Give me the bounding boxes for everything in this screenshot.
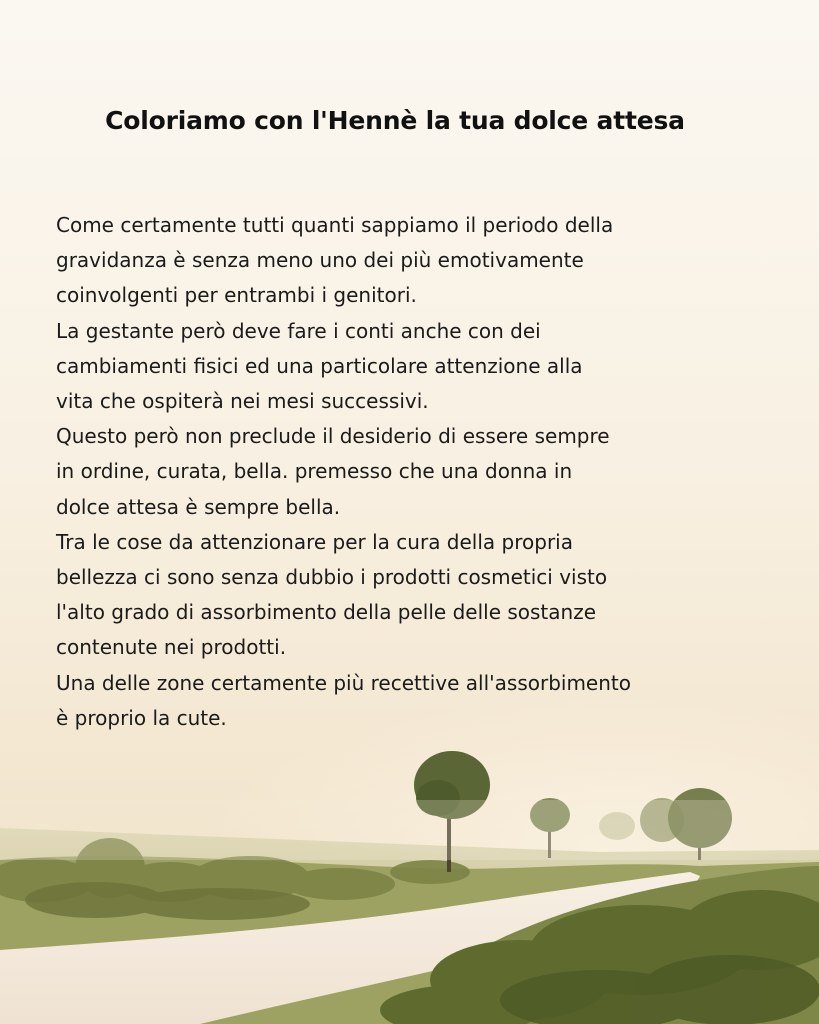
body-line: bellezza ci sono senza dubbio i prodotti cosmetici visto [56,565,608,590]
body-line: gravidanza è senza meno uno dei più emotivamente [56,248,584,273]
body-line: Una delle zone certamente più recettive all'assorbimento [56,670,631,695]
body-line: contenute nei prodotti. [56,635,287,660]
body-line: dolce attesa è sempre bella. [56,494,341,519]
body-line: è proprio la cute. [56,705,227,730]
body-paragraph [56,208,801,736]
page-title: Coloriamo con l'Hennè la tua dolce attesa [105,106,685,135]
body-line: l'alto grado di assorbimento della pelle delle sostanze [56,600,597,625]
body-line: cambiamenti fisici ed una particolare attenzione alla [56,353,583,378]
body-line: in ordine, curata, bella. premesso che una donna in [56,459,573,484]
body-line: coinvolgenti per entrambi i genitori. [56,283,417,308]
body-line: Tra le cose da attenzionare per la cura della propria [56,529,573,554]
body-line: Questo però non preclude il desiderio di essere sempre [56,424,610,449]
body-line: vita che ospiterà nei mesi successivi. [56,389,429,414]
body-line: Come certamente tutti quanti sappiamo il periodo della [56,213,614,237]
body-line: La gestante però deve fare i conti anche con dei [56,318,541,343]
